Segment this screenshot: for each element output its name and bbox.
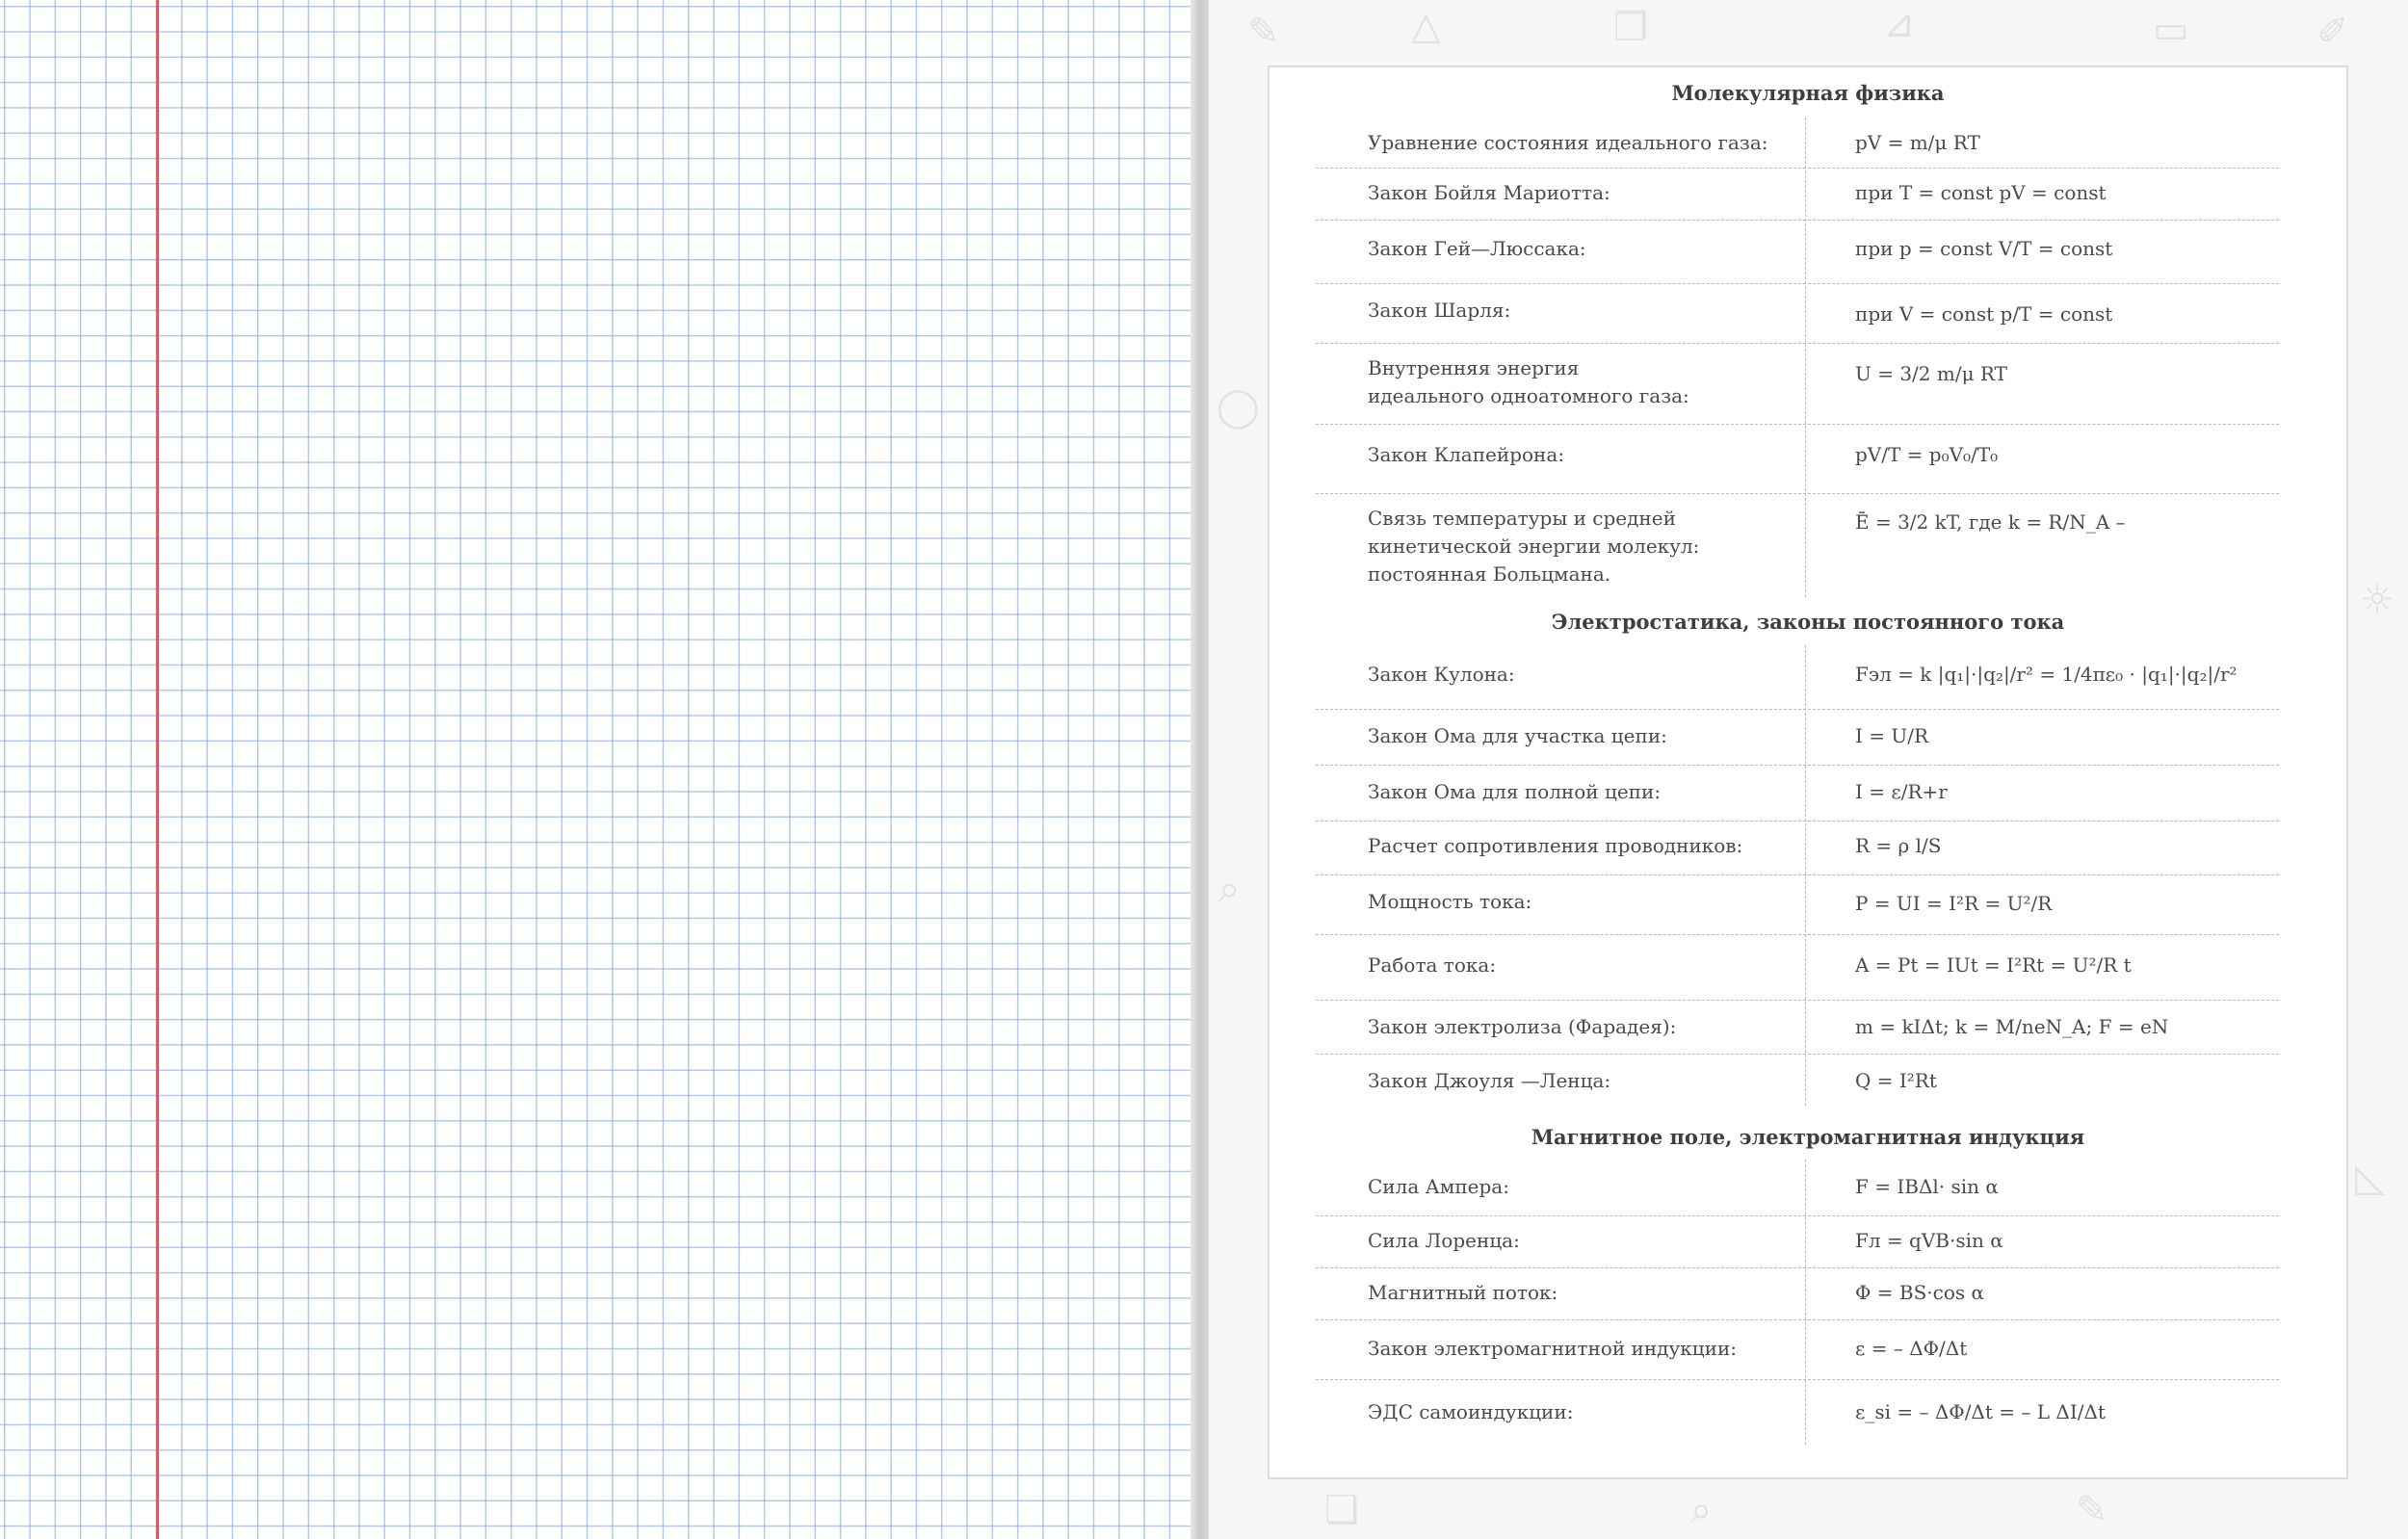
- row-label: Закон электромагнитной индукции:: [1368, 1337, 1738, 1360]
- row-label: Работа тока:: [1368, 953, 1497, 977]
- row-label: Закон Клапейрона:: [1368, 443, 1565, 466]
- row-formula: P = UI = I²R = U²/R: [1855, 892, 2053, 915]
- grid-paper-page: [0, 0, 1196, 1539]
- formula-row: [1316, 1319, 2279, 1380]
- formula-row: [1316, 821, 2279, 875]
- formula-row: [1316, 220, 2279, 284]
- formula-row: [1316, 1215, 2279, 1268]
- row-formula: ε = – ΔΦ/Δt: [1855, 1337, 1968, 1360]
- row-formula: Fэл = k |q₁|·|q₂|/r² = 1/4πε₀ · |q₁|·|q₂|/r²: [1855, 663, 2238, 686]
- row-label: Закон Шарля:: [1368, 299, 1511, 322]
- clip-doodle-icon: ✐: [2316, 10, 2349, 54]
- ruler-doodle-icon: ▭: [2153, 8, 2189, 52]
- magnifier-doodle-icon: ⌕: [1218, 867, 1241, 911]
- row-label: Закон Кулона:: [1368, 663, 1515, 686]
- row-formula: Fл = qVB·sin α: [1855, 1229, 2003, 1252]
- row-label: Сила Ампера:: [1368, 1175, 1509, 1198]
- formula-row: [1316, 1267, 2279, 1320]
- triangle-doodle-icon-2: ◺: [2355, 1156, 2385, 1200]
- row-formula: pV/T = p₀V₀/T₀: [1855, 443, 1999, 466]
- formula-row: [1316, 168, 2279, 221]
- row-formula: I = ε/R+r: [1855, 780, 1948, 803]
- magnifier-doodle-icon-2: ⌕: [1690, 1488, 1713, 1532]
- book-doodle-icon: ❐: [1613, 6, 1648, 50]
- row-formula: pV = m/μ RT: [1855, 131, 1980, 154]
- formula-row: [1316, 493, 2279, 599]
- row-label: Магнитный поток:: [1368, 1281, 1558, 1304]
- formula-row: [1316, 1379, 2279, 1447]
- formula-row: [1316, 424, 2279, 494]
- compass-doodle-icon: ⊿: [1883, 2, 1916, 46]
- row-label: Закон Бойля Мариотта:: [1368, 181, 1610, 204]
- triangle-doodle-icon: △: [1411, 4, 1441, 48]
- row-label: Связь температуры и средней кинетической энергии молекул: постоянная Больцмана.: [1368, 507, 1700, 586]
- circle-doodle-icon: ◯: [1217, 385, 1260, 430]
- row-label: Закон Джоуля —Ленца:: [1368, 1069, 1611, 1092]
- formula-row: [1316, 1000, 2279, 1055]
- row-label: Расчет сопротивления проводников:: [1368, 834, 1743, 857]
- section-title-magnetism: Магнитное поле, электромагнитная индукция: [1531, 1125, 2085, 1149]
- book-doodle-icon-2: ❑: [1324, 1488, 1359, 1532]
- pencil-doodle-icon-2: ✎: [2076, 1488, 2108, 1532]
- row-label: Мощность тока:: [1368, 890, 1532, 913]
- row-label: Закон Ома для полной цепи:: [1368, 780, 1662, 803]
- row-formula: R = ρ l/S: [1855, 834, 1942, 857]
- bulb-doodle-icon: ☼: [2360, 578, 2395, 622]
- row-label: Закон электролиза (Фарадея):: [1368, 1015, 1677, 1038]
- formula-row: [1316, 874, 2279, 935]
- formula-row: [1316, 283, 2279, 344]
- row-formula: ε_si = – ΔΦ/Δt = – L ΔI/Δt: [1855, 1400, 2106, 1423]
- row-formula: m = kIΔt; k = M/neN_A; F = eN: [1855, 1015, 2169, 1038]
- row-label: ЭДС самоиндукции:: [1368, 1400, 1574, 1423]
- row-label: Закон Ома для участка цепи:: [1368, 724, 1667, 747]
- row-formula: Ē = 3/2 kT, где k = R/N_A –: [1855, 510, 2126, 534]
- formula-row: [1316, 1160, 2279, 1216]
- row-label: Уравнение состояния идеального газа:: [1368, 131, 1768, 154]
- column-divider: [1805, 1160, 1806, 1445]
- formula-row: [1316, 934, 2279, 1001]
- formula-row: [1316, 117, 2279, 169]
- formula-reference-panel: [1268, 65, 2348, 1479]
- column-divider: [1805, 117, 1806, 597]
- pencil-doodle-icon: ✎: [1247, 10, 1280, 54]
- row-formula: при T = const pV = const: [1855, 181, 2107, 204]
- section-title-molecular-physics: Молекулярная физика: [1671, 81, 1945, 105]
- section-title-electrostatics: Электростатика, законы постоянного тока: [1551, 610, 2065, 634]
- row-formula: I = U/R: [1855, 724, 1929, 747]
- formula-row: [1316, 645, 2279, 710]
- row-label: Закон Гей—Люссака:: [1368, 237, 1586, 260]
- formula-row: [1316, 765, 2279, 822]
- formula-row: [1316, 1054, 2279, 1106]
- row-formula: U = 3/2 m/μ RT: [1855, 362, 2007, 385]
- row-formula: F = IBΔl· sin α: [1855, 1175, 1999, 1198]
- row-label: Внутренняя энергия идеального одноатомного газа:: [1368, 356, 1689, 407]
- row-formula: при V = const p/T = const: [1855, 302, 2113, 326]
- column-divider: [1805, 645, 1806, 1106]
- row-formula: A = Pt = IUt = I²Rt = U²/R t: [1855, 953, 2132, 977]
- row-formula: Φ = BS·cos α: [1855, 1281, 1984, 1304]
- row-label: Сила Лоренца:: [1368, 1229, 1520, 1252]
- red-margin-line: [156, 0, 159, 1539]
- row-formula: Q = I²Rt: [1855, 1069, 1937, 1092]
- formula-row: [1316, 709, 2279, 766]
- row-formula: при p = const V/T = const: [1855, 237, 2113, 260]
- formula-row: [1316, 343, 2279, 425]
